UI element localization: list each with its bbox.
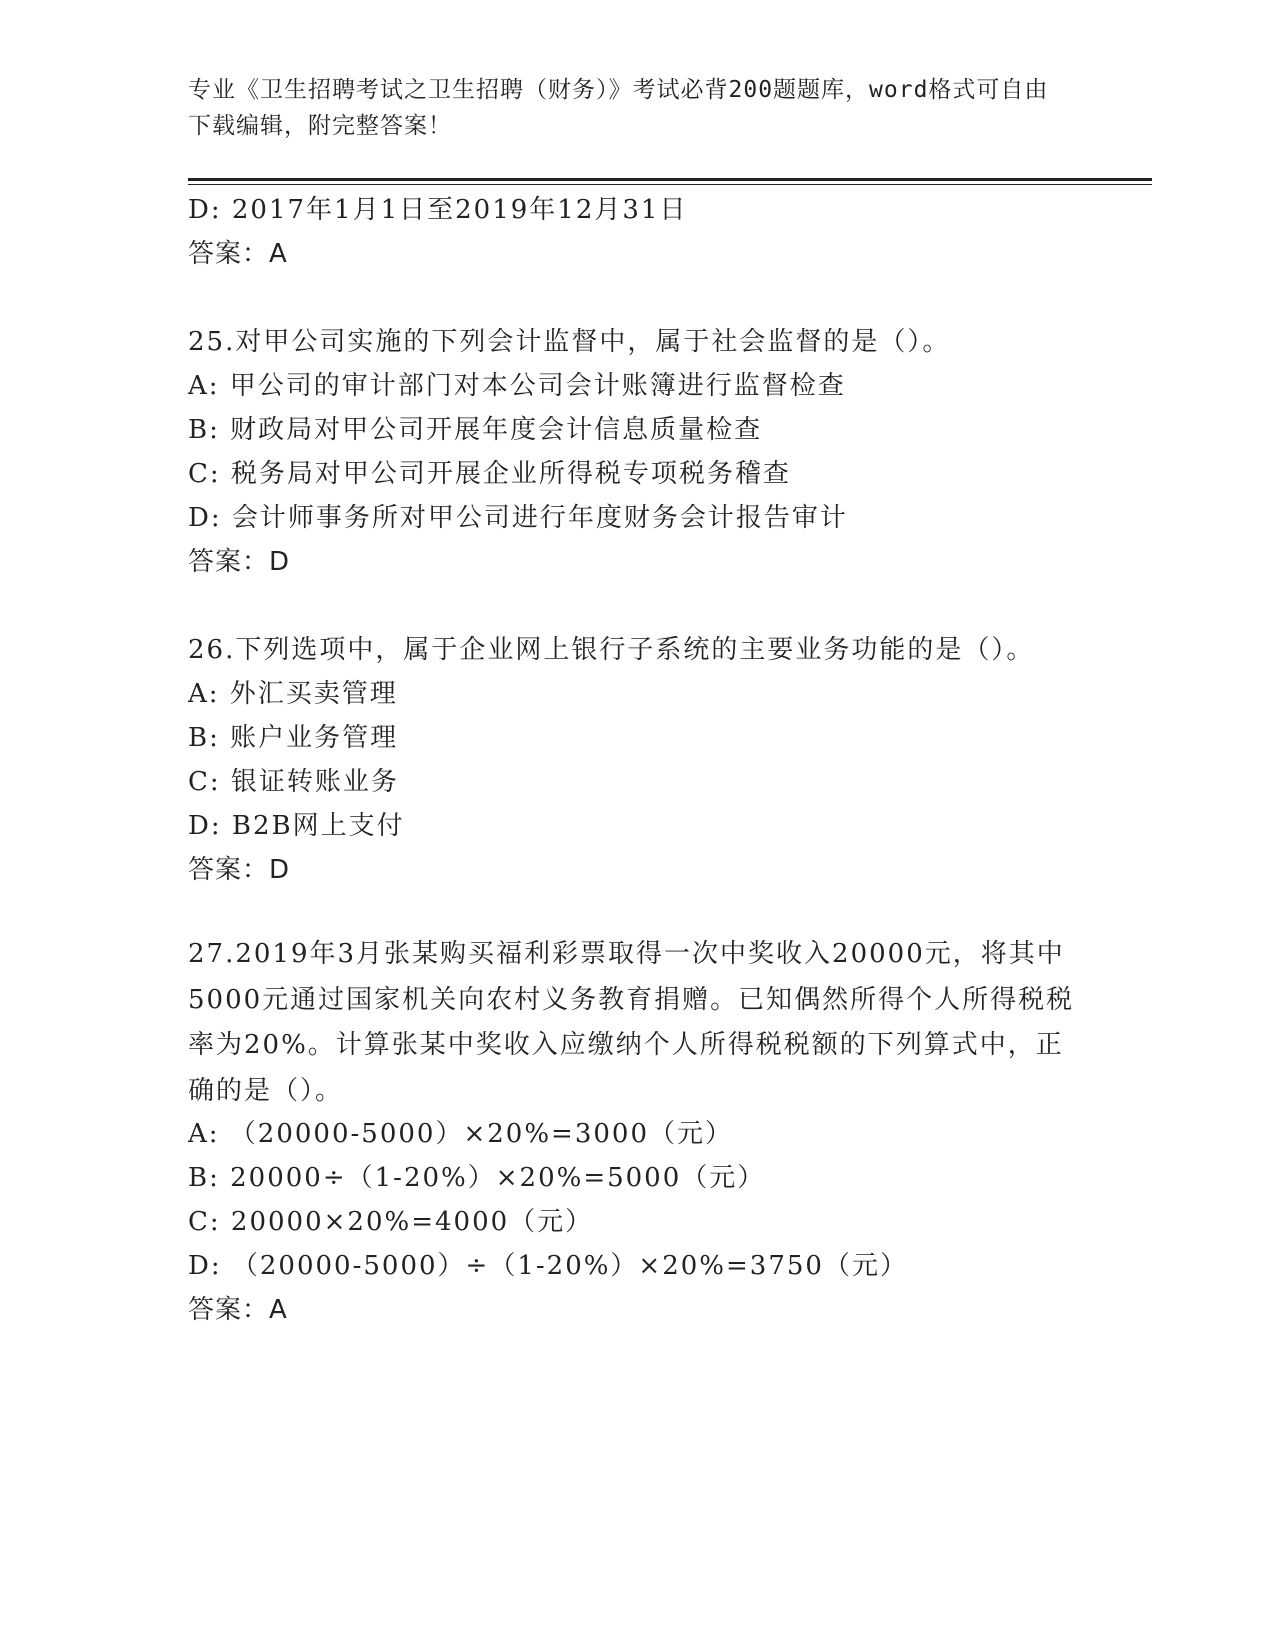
question-25-option-d: D: 会计师事务所对甲公司进行年度财务会计报告审计 xyxy=(188,503,848,533)
question-26-option-a: A: 外汇买卖管理 xyxy=(188,679,398,709)
question-26-option-c: C: 银证转账业务 xyxy=(188,767,399,797)
question-27-answer: 答案：A xyxy=(188,1295,288,1325)
question-25-option-b: B: 财政局对甲公司开展年度会计信息质量检查 xyxy=(188,415,763,445)
question-27-option-b: B: 20000÷（1-20%）×20%=5000（元） xyxy=(188,1163,766,1193)
question-27-option-a: A: （20000-5000）×20%=3000（元） xyxy=(188,1119,733,1149)
question-26-option-d: D: B2B网上支付 xyxy=(188,811,405,841)
question-27-stem: 27.2019年3月张某购买福利彩票取得一次中奖收入20000元，将其中5000元通过国家机关向农村义务教育捐赠。已知偶然所得个人所得税税率为20%。计算张某中奖收入应缴纳个人所得税税额的下列算式中，正确的是（）。 xyxy=(188,939,1075,1106)
prev-question-option-d: D: 2017年1月1日至2019年12月31日 xyxy=(188,195,688,225)
question-27-option-c: C: 20000×20%=4000（元） xyxy=(188,1207,594,1237)
prev-question-answer: 答案：A xyxy=(188,239,288,269)
question-27-option-d: D: （20000-5000）÷（1-20%）×20%=3750（元） xyxy=(188,1251,908,1281)
question-25-option-c: C: 税务局对甲公司开展企业所得税专项税务稽查 xyxy=(188,459,791,489)
question-26-answer: 答案：D xyxy=(188,855,291,885)
header-divider-thick xyxy=(188,178,1152,181)
question-25-option-a: A: 甲公司的审计部门对本公司会计账簿进行监督检查 xyxy=(188,371,846,401)
header-divider-thin xyxy=(188,184,1152,185)
document-header: 专业《卫生招聘考试之卫生招聘（财务）》考试必背200题题库，word格式可自由下载编辑，附完整答案！ xyxy=(188,77,1049,139)
question-25-answer: 答案：D xyxy=(188,547,291,577)
question-26-stem: 26.下列选项中，属于企业网上银行子系统的主要业务功能的是（）。 xyxy=(188,635,1035,665)
question-26-option-b: B: 账户业务管理 xyxy=(188,723,399,753)
question-25-stem: 25.对甲公司实施的下列会计监督中，属于社会监督的是（）。 xyxy=(188,327,951,357)
